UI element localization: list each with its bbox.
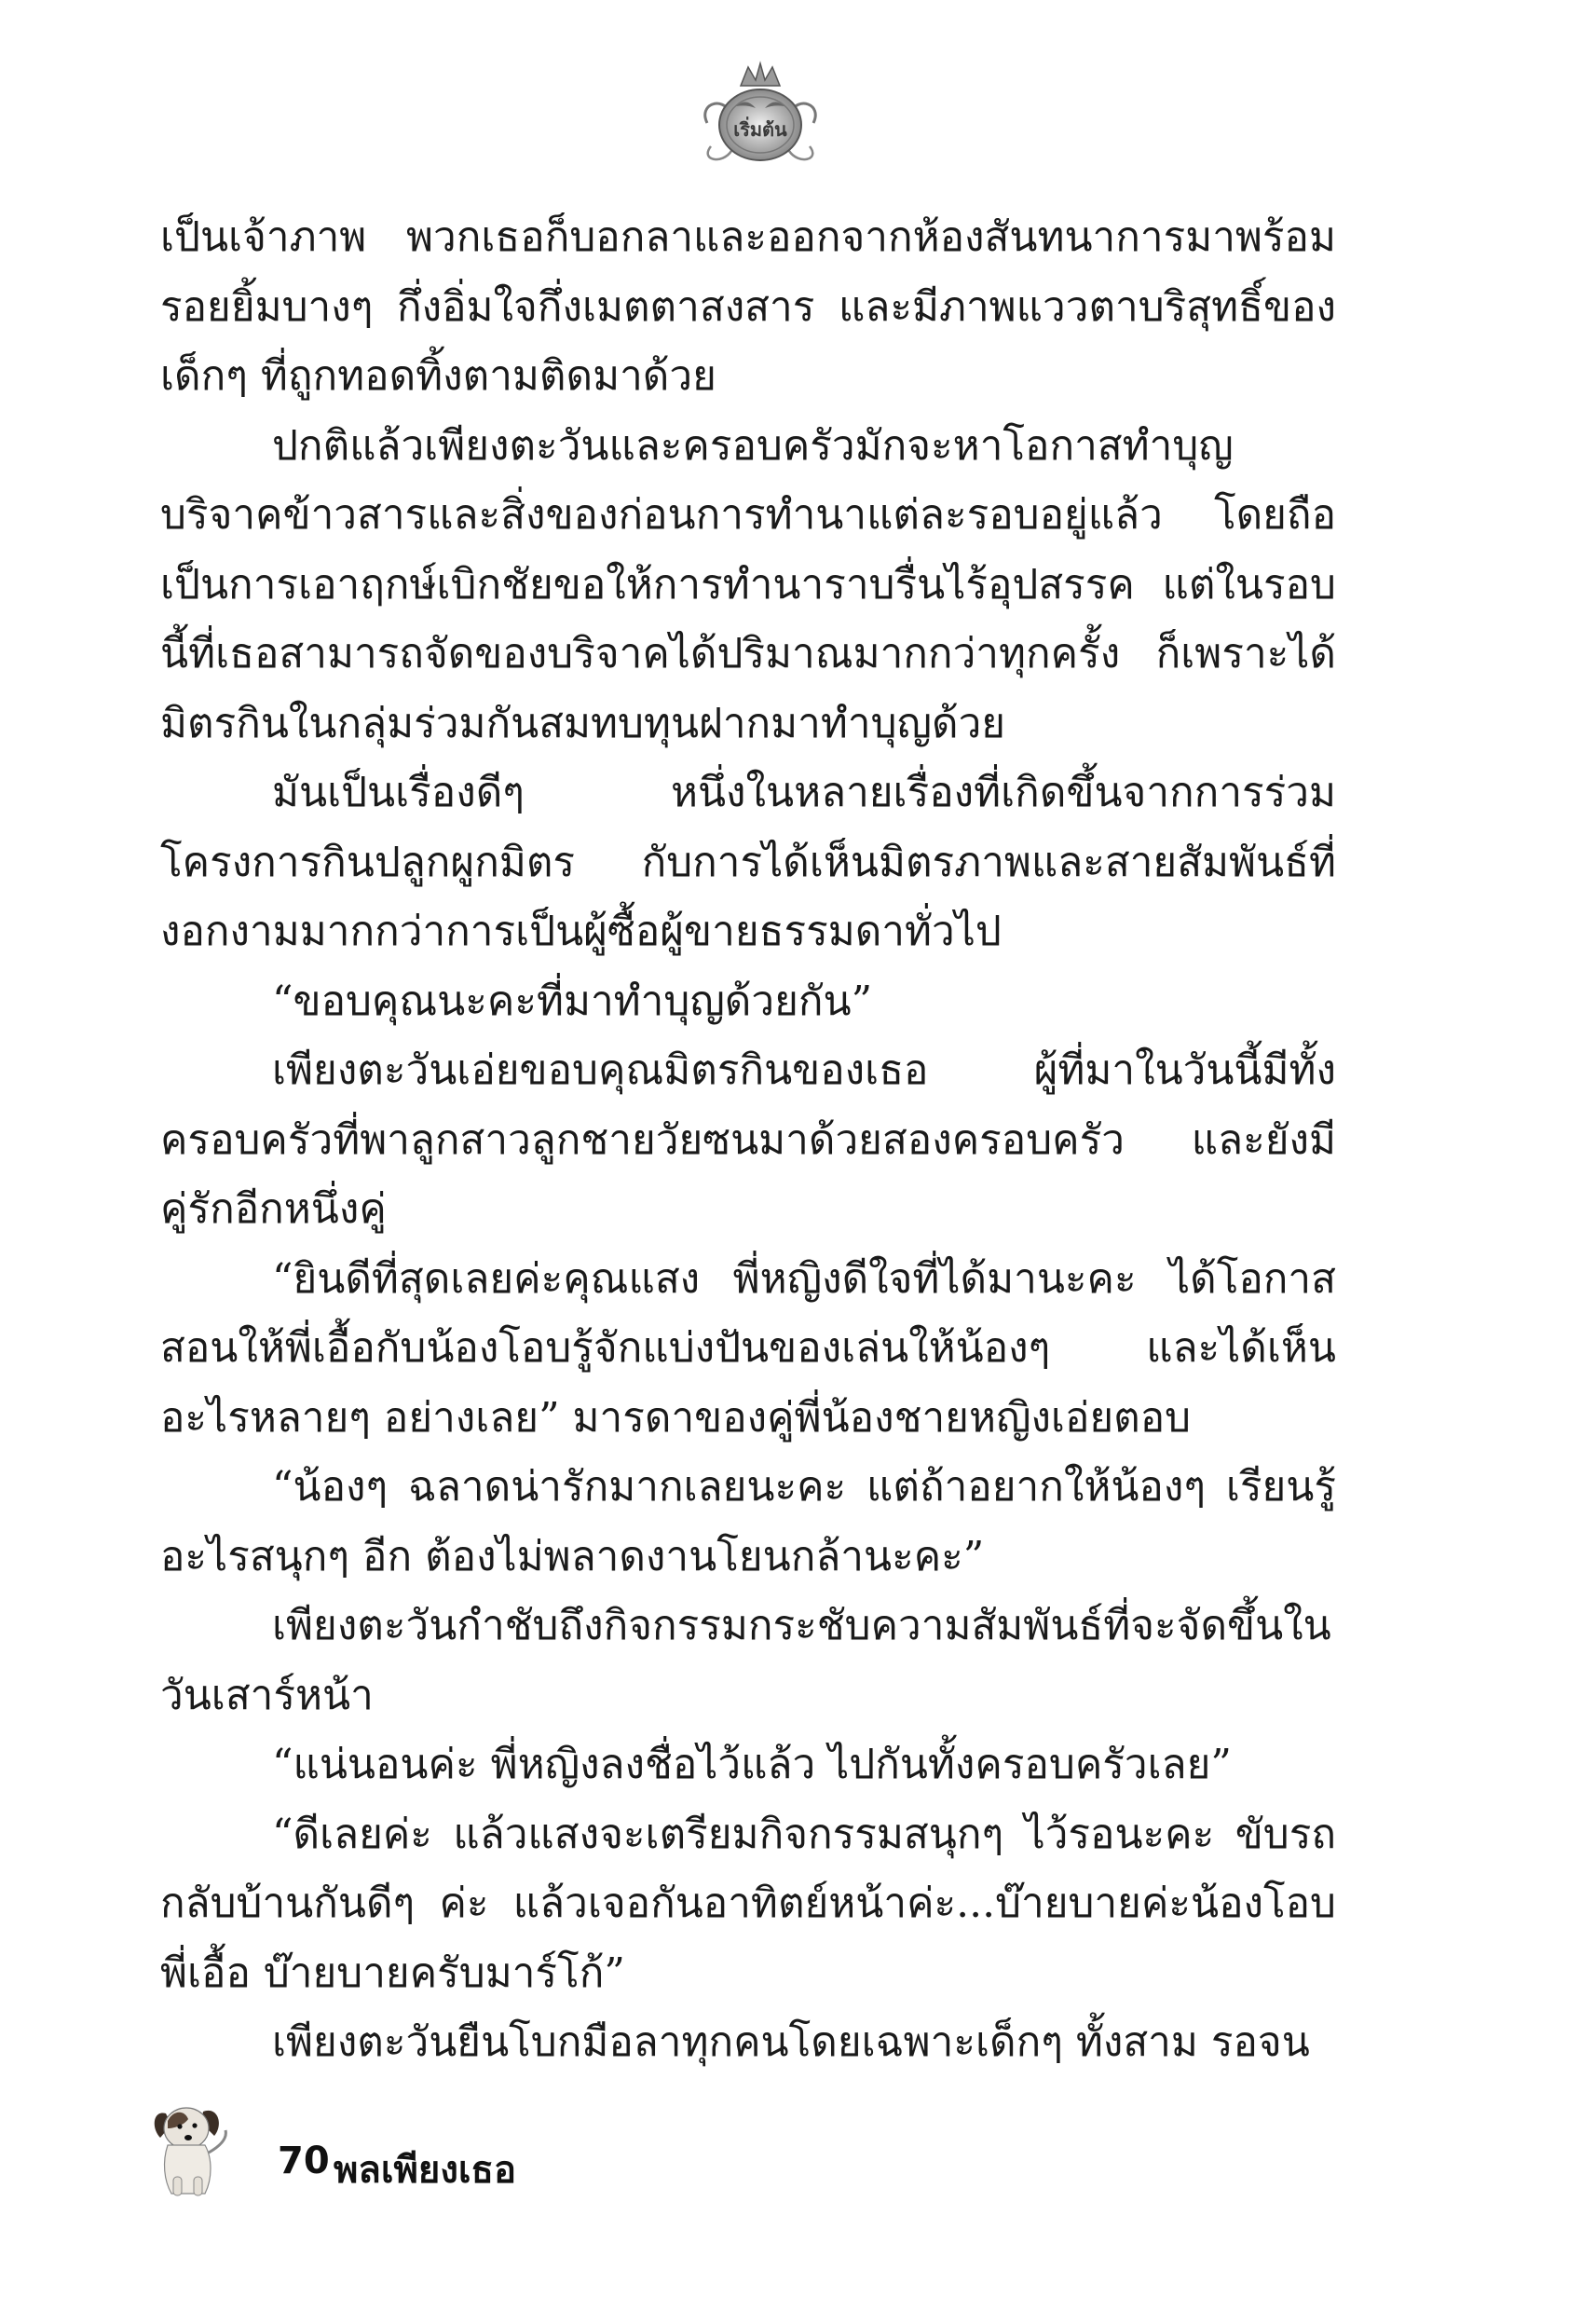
paragraph: “ดีเลยค่ะ แล้วแสงจะเตรียมกิจกรรมสนุกๆ ไว้รอนะคะ ขับรถกลับบ้านกันดีๆ ค่ะ แล้วเจอกันอาทิตย์หน้าค่ะ...บ๊ายบายค่ะน้องโอบพี่เอื้อ บ๊ายบายครับมาร์โก้” — [160, 1810, 1336, 1997]
page-number: 70 — [278, 2140, 330, 2182]
page-footer — [147, 2097, 706, 2208]
paragraph: “น้องๆ ฉลาดน่ารักมากเลยนะคะ แต่ถ้าอยากให้น้องๆ เรียนรู้อะไรสนุกๆ อีก ต้องไม่พลาดงานโยนกล้านะคะ” — [160, 1463, 1336, 1580]
paragraph: “ขอบคุณนะคะที่มาทำบุญด้วยกัน” — [272, 977, 873, 1025]
paragraph: “ยินดีที่สุดเลยค่ะคุณแสง พี่หญิงดีใจที่ได้มานะคะ ได้โอกาสสอนให้พี่เอื้อกับน้องโอบรู้จักแบ่งปันของเล่นให้น้องๆ และได้เห็นอะไรหลายๆ อย่างเลย” มารดาของคู่พี่น้องชายหญิงเอ่ยตอบ — [160, 1254, 1336, 1442]
publisher-crest-icon — [694, 58, 826, 168]
paragraph: ปกติแล้วเพียงตะวันและครอบครัวมักจะหาโอกาสทำบุญ บริจาคข้าวสารและสิ่งของก่อนการทำนาแต่ละรอบอยู่แล้ว โดยถือเป็นการเอาฤกษ์เบิกชัยขอให้การทำนาราบรื่นไร้อุปสรรค แต่ในรอบนี้ที่เธอสามารถจัดของบริจาคได้ปริมาณมากกว่าทุกครั้ง ก็เพราะได้มิตรกินในกลุ่มร่วมกันสมทบทุนฝากมาทำบุญด้วย — [160, 421, 1336, 747]
paragraph: “แน่นอนค่ะ พี่หญิงลงชื่อไว้แล้ว ไปกันทั้งครอบครัวเลย” — [272, 1741, 1232, 1788]
paragraph: เป็นเจ้าภาพ พวกเธอก็บอกลาและออกจากห้องสันทนาการมาพร้อมรอยยิ้มบางๆ กึ่งอิ่มใจกึ่งเมตตาสงสาร และมีภาพแววตาบริสุทธิ์ของเด็กๆ ที่ถูกทอดทิ้งตามติดมาด้วย — [160, 213, 1336, 400]
book-title: พลเพียงเธอ — [334, 2149, 516, 2192]
logo-text: เริ่มต้น — [733, 118, 787, 141]
paragraph: เพียงตะวันยืนโบกมือลาทุกคนโดยเฉพาะเด็กๆ ทั้งสาม รอจน — [272, 2018, 1310, 2066]
paragraph: มันเป็นเรื่องดีๆ หนึ่งในหลายเรื่องที่เกิดขึ้นจากการร่วมโครงการกินปลูกผูกมิตร กับการได้เห็นมิตรภาพและสายสัมพันธ์ที่งอกงามมากกว่าการเป็นผู้ซื้อผู้ขายธรรมดาทั่วไป — [160, 769, 1336, 955]
body-text — [160, 203, 1336, 2078]
paragraph: เพียงตะวันเอ่ยขอบคุณมิตรกินของเธอ ผู้ที่มาในวันนี้มีทั้งครอบครัวที่พาลูกสาวลูกชายวัยซนมาด้วยสองครอบครัว และยังมีคู่รักอีกหนึ่งคู่ — [160, 1046, 1336, 1233]
paragraph: เพียงตะวันกำชับถึงกิจกรรมกระชับความสัมพันธ์ที่จะจัดขึ้นในวันเสาร์หน้า — [160, 1602, 1331, 1719]
puppy-icon — [147, 2097, 231, 2199]
